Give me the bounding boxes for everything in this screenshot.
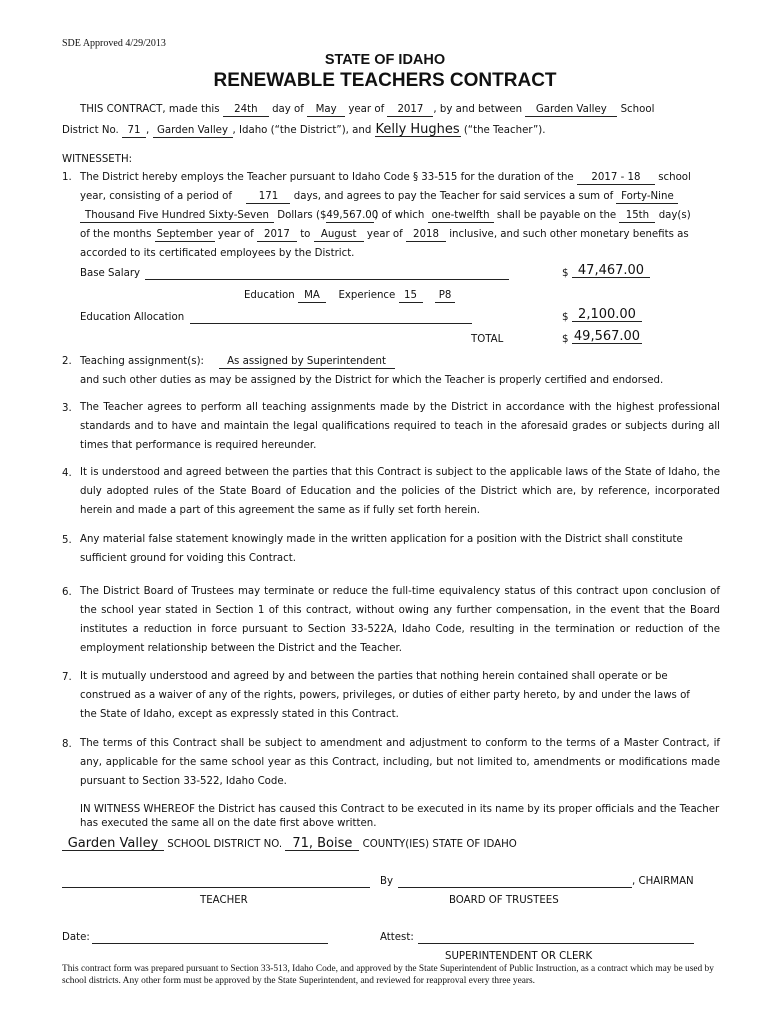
year-field[interactable]: 2017: [387, 104, 433, 117]
footer-note: This contract form was prepared pursuant to Section 33-513, Idaho Code, and approved by the State Superintendent of Public Instruction, as a contract which may be used by school districts. Any other form must be approved by the State Superintendent, and reviewed for reapproval every three years.: [62, 964, 714, 986]
state-heading: STATE OF IDAHO: [324, 52, 446, 68]
date-label: Date:: [62, 932, 90, 943]
district-number-field[interactable]: 71: [122, 125, 146, 138]
teacher-name-field[interactable]: Kelly Hughes: [375, 122, 460, 137]
start-year-field[interactable]: 2017: [257, 229, 297, 242]
education-row: Education MA Experience 15 P8: [244, 290, 455, 303]
district-line: Garden Valley SCHOOL DISTRICT NO. 71, Boise COUNTY(IES) STATE OF IDAHO: [62, 838, 517, 851]
fraction-field[interactable]: one-twelfth: [428, 210, 494, 223]
chairman-label: , CHAIRMAN: [632, 876, 694, 887]
education-allocation-field[interactable]: 2,100.00: [572, 309, 642, 322]
chairman-signature-line[interactable]: [398, 876, 632, 888]
section-2-number: 2.: [62, 356, 72, 367]
signature-school-field[interactable]: Garden Valley: [62, 838, 164, 851]
district-name-field[interactable]: Garden Valley: [153, 125, 233, 138]
teacher-signature-line[interactable]: [62, 876, 370, 888]
attest-line[interactable]: [418, 932, 694, 944]
amount-field[interactable]: 49,567.00: [326, 210, 379, 221]
education-allocation-label: Education Allocation: [80, 312, 185, 323]
payday-field[interactable]: 15th: [619, 210, 655, 223]
school-year-field[interactable]: 2017 - 18: [577, 172, 655, 185]
base-salary-label: Base Salary: [80, 268, 141, 279]
board-label: BOARD OF TRUSTEES: [449, 895, 559, 906]
education-allocation-dollar: $: [562, 312, 569, 323]
end-month-field[interactable]: August: [314, 229, 364, 242]
base-salary-field[interactable]: 47,467.00: [572, 265, 650, 278]
teaching-assignment-field[interactable]: As assigned by Superintendent: [219, 356, 395, 369]
section-2-line-2: and such other duties as may be assigned by the District for which the Teacher is properly certified and endorsed.: [80, 375, 664, 386]
section-1-line-3: Thousand Five Hundred Sixty-Seven Dollars ($49,567.00) of which one-twelfth shall be payable on the 15th day(s): [80, 210, 691, 223]
start-month-field[interactable]: September: [156, 229, 213, 240]
section-1-line-4: of the months September year of 2017 to August year of 2018 inclusive, and such other monetary benefits as: [80, 229, 689, 240]
by-label: By: [380, 876, 394, 887]
section-7-number: 7.: [62, 672, 72, 683]
intro-line-1: THIS CONTRACT, made this 24th day of May year of 2017 , by and between Garden Valley School: [80, 104, 655, 115]
day-field[interactable]: 24th: [223, 104, 269, 117]
education-field[interactable]: MA: [298, 290, 326, 303]
amount-words-field-1[interactable]: Forty-Nine: [616, 191, 678, 204]
section-6-text: The District Board of Trustees may terminate or reduce the full-time equivalency status of this contract upon conclusion of the school year stated in Section 1 of this contract, without owing any further compensation, in the event that the Board institutes a reduction in force pursuant to Section 33-522A, Idaho Code, resulting in the termination or reduction of the employment relationship between the District and the Teacher.: [80, 586, 720, 654]
month-field[interactable]: May: [307, 104, 345, 117]
base-salary-leader: [145, 270, 509, 280]
section-6-number: 6.: [62, 587, 72, 598]
days-field[interactable]: 171: [246, 191, 290, 204]
signature-district-county-field[interactable]: 71, Boise: [285, 838, 359, 851]
clerk-label: SUPERINTENDENT OR CLERK: [445, 951, 593, 962]
total-field[interactable]: 49,567.00: [573, 329, 641, 344]
date-line[interactable]: [92, 932, 328, 944]
base-salary-dollar: $: [562, 268, 569, 279]
section-5-number: 5.: [62, 535, 72, 546]
approval-note: SDE Approved 4/29/2013: [62, 38, 166, 49]
section-1-line-2: year, consisting of a period of 171 days, and agrees to pay the Teacher for said services a sum of Forty-Nine: [80, 191, 678, 204]
section-7-text: It is mutually understood and agreed by and between the parties that nothing herein contained shall operate or be construed as a waiver of any of the rights, powers, privileges, or duties of either party hereto, by and under the laws of the State of Idaho, except as expressly stated in this Contract.: [80, 671, 690, 720]
experience-field[interactable]: 15: [399, 290, 423, 303]
education-allocation-leader: [190, 314, 472, 324]
amount-words-field-2[interactable]: Thousand Five Hundred Sixty-Seven: [80, 210, 274, 223]
section-4-text: It is understood and agreed between the parties that this Contract is subject to the applicable laws of the State of Idaho, the duly adopted rules of the State Board of Education and the policies of the District which are, by reference, incorporated herein and made a part of this agreement the same as if fully set forth herein.: [80, 467, 720, 516]
witness-statement: IN WITNESS WHEREOF the District has caused this Contract to be executed in its name by its proper officials and the Teacher has executed the same all on the date first above written.: [80, 804, 720, 829]
section-3-text: The Teacher agrees to perform all teaching assignments made by the District in accordance with the highest professional standards and to have and maintain the legal qualifications required to teach in the aforesaid grades or subjects during all times that performance is required hereunder.: [80, 402, 720, 451]
section-8-number: 8.: [62, 739, 72, 750]
section-3-number: 3.: [62, 403, 72, 414]
section-2-line-1: Teaching assignment(s): As assigned by Superintendent: [80, 356, 395, 369]
section-1-line-5: accorded to its certificated employees by the District.: [80, 248, 355, 259]
section-1-number: 1.: [62, 172, 72, 183]
section-4-number: 4.: [62, 468, 72, 479]
intro-line-2: District No. 71 , Garden Valley , Idaho (“the District”), and Kelly Hughes (“the Teacher”).: [62, 122, 546, 137]
total-label: TOTAL: [471, 334, 504, 345]
witnesseth-heading: WITNESSETH:: [62, 154, 133, 165]
section-8-text: The terms of this Contract shall be subject to amendment and adjustment to conform to the terms of a Master Contract, if any, applicable for the same school year as this Contract, including, but not limited to, amendments or modifications made pursuant to Section 33-522, Idaho Code.: [80, 738, 720, 787]
teacher-label: TEACHER: [200, 895, 248, 906]
page-title: RENEWABLE TEACHERS CONTRACT: [213, 70, 557, 91]
school-field[interactable]: Garden Valley: [525, 104, 617, 117]
section-5-text: Any material false statement knowingly made in the written application for a position with the District shall constitute sufficient ground for voiding this Contract.: [80, 534, 683, 564]
end-year-field[interactable]: 2018: [406, 229, 446, 242]
placement-field[interactable]: P8: [435, 290, 455, 303]
total-dollar: $: [562, 334, 569, 345]
attest-label: Attest:: [380, 932, 414, 943]
section-1-line-1: The District hereby employs the Teacher pursuant to Idaho Code § 33-515 for the duration of the 2017 - 18 school: [80, 172, 691, 183]
